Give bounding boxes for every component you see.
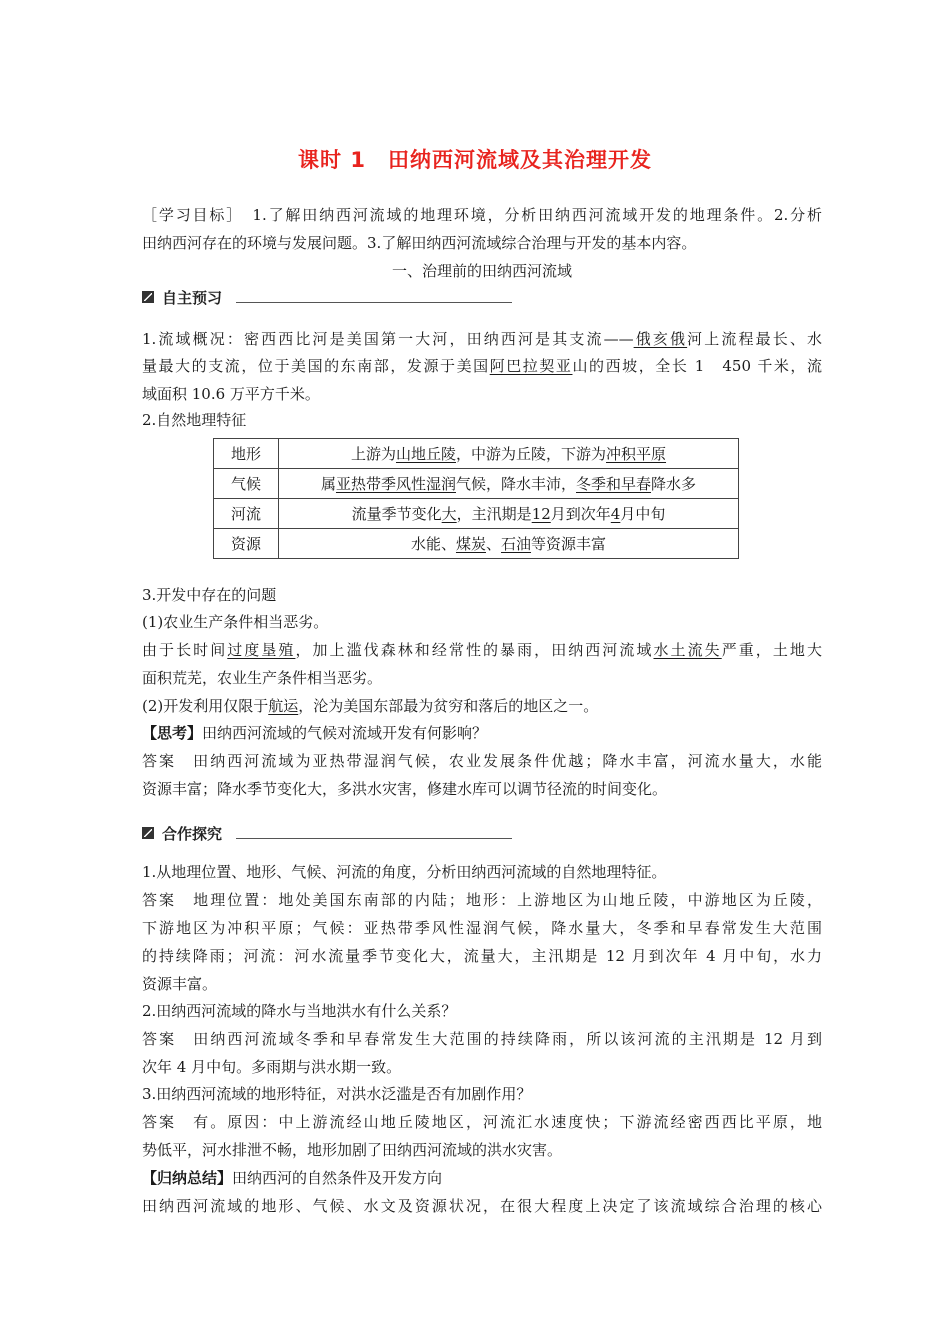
- objectives-line-2: 田纳西河存在的环境与发展问题。3.了解田纳西河流域综合治理与开发的基本内容。: [142, 234, 697, 252]
- answer-blank: 阿巴拉契亚: [489, 357, 573, 375]
- overview-line-3: 域面积 10.6 万平方千米。: [142, 385, 320, 403]
- row-key: 气候: [214, 469, 279, 499]
- problem-2: (2)开发利用仅限于航运，沦为美国东部最为贫穷和落后的地区之一。: [142, 697, 599, 715]
- question-2: 2.田纳西河流域的降水与当地洪水有什么关系？: [142, 1002, 457, 1020]
- objectives-line-1: ［学习目标］ 1.了解田纳西河流域的地理环境，分析田纳西河流域开发的地理条件。2.分析: [142, 206, 822, 224]
- answer-1-line-4: 资源丰富。: [142, 975, 218, 993]
- question-3: 3.田纳西河流域的地形特征，对洪水泛滥是否有加剧作用？: [142, 1085, 532, 1103]
- section-marker-icon: [142, 291, 154, 303]
- cooperate-label: 合作探究: [162, 824, 223, 843]
- answer-1-line-1: 答案 地理位置：地处美国东南部的内陆；地形：上游地区为山地丘陵，中游地区为丘陵，: [142, 891, 822, 909]
- answer-1-line-3: 的持续降雨；河流：河水流量季节变化大，流量大，主汛期是 12 月到次年 4 月中旬，水力: [142, 947, 822, 965]
- think-answer-line-1: 答案 田纳西河流域为亚热带湿润气候，农业发展条件优越；降水丰富，河流水量大，水能: [142, 752, 822, 770]
- section-rule: [236, 302, 512, 303]
- natural-features-table: [213, 438, 739, 559]
- self-study-label: 自主预习: [162, 288, 223, 307]
- think-answer-line-2: 资源丰富；降水季节变化大，多洪水灾害，修建水库可以调节径流的时间变化。: [142, 780, 668, 798]
- table-row: [214, 499, 739, 529]
- overview-line-1: 1.流域概况：密西西比河是美国第一大河，田纳西河是其支流——俄亥俄河上流程最长、水: [142, 330, 822, 348]
- problem-1-detail-line-2: 面积荒芜，农业生产条件相当恶劣。: [142, 669, 383, 687]
- row-key: 地形: [214, 439, 279, 469]
- page-title: 课时 1 田纳西河流域及其治理开发: [298, 148, 652, 172]
- answer-2-line-2: 次年 4 月中旬。多雨期与洪水期一致。: [142, 1058, 402, 1076]
- section-rule: [236, 838, 512, 839]
- answer-3-line-2: 势低平，河水排泄不畅，地形加剧了田纳西河流域的洪水灾害。: [142, 1141, 563, 1159]
- table-row: [214, 439, 739, 469]
- section-marker-icon: [142, 827, 154, 839]
- overview-line-2: 量最大的支流，位于美国的东南部，发源于美国阿巴拉契亚山的西坡，全长 1 450 千米，流: [142, 357, 822, 375]
- think-question: 【思考】田纳西河流域的气候对流域开发有何影响？: [142, 724, 488, 742]
- row-value: 水能、煤炭、石油等资源丰富: [279, 529, 739, 559]
- question-1: 1.从地理位置、地形、气候、河流的角度，分析田纳西河流域的自然地理特征。: [142, 863, 667, 881]
- row-key: 资源: [214, 529, 279, 559]
- answer-1-line-2: 下游地区为冲积平原；气候：亚热带季风性湿润气候，降水量大，冬季和早春常发生大范围: [142, 919, 822, 937]
- answer-3-line-1: 答案 有。原因：中上游流经山地丘陵地区，河流汇水速度快；下游流经密西西比平原，地: [142, 1113, 822, 1131]
- summary-heading: 【归纳总结】田纳西河的自然条件及开发方向: [142, 1169, 443, 1187]
- row-value: 属亚热带季风性湿润气候，降水丰沛，冬季和早春降水多: [279, 469, 739, 499]
- natural-features-heading: 2.自然地理特征: [142, 411, 247, 429]
- row-value: 上游为山地丘陵，中游为丘陵，下游为冲积平原: [279, 439, 739, 469]
- self-study-header: [142, 286, 512, 308]
- summary-text: 田纳西河流域的地形、气候、水文及资源状况，在很大程度上决定了该流域综合治理的核心: [142, 1197, 822, 1215]
- table-row: [214, 529, 739, 559]
- table-row: [214, 469, 739, 499]
- row-key: 河流: [214, 499, 279, 529]
- section-heading: 一、治理前的田纳西河流域: [391, 262, 572, 280]
- row-value: 流量季节变化大，主汛期是12月到次年4月中旬: [279, 499, 739, 529]
- answer-2-line-1: 答案 田纳西河流域冬季和早春常发生大范围的持续降雨，所以该河流的主汛期是 12 月到: [142, 1030, 822, 1048]
- problem-1: (1)农业生产条件相当恶劣。: [142, 613, 329, 631]
- problem-1-detail-line-1: 由于长时间过度垦殖，加上滥伐森林和经常性的暴雨，田纳西河流域水土流失严重，土地大: [142, 641, 822, 659]
- cooperate-header: [142, 822, 512, 844]
- answer-blank: 俄亥俄: [633, 330, 688, 348]
- problems-heading: 3.开发中存在的问题: [142, 586, 277, 604]
